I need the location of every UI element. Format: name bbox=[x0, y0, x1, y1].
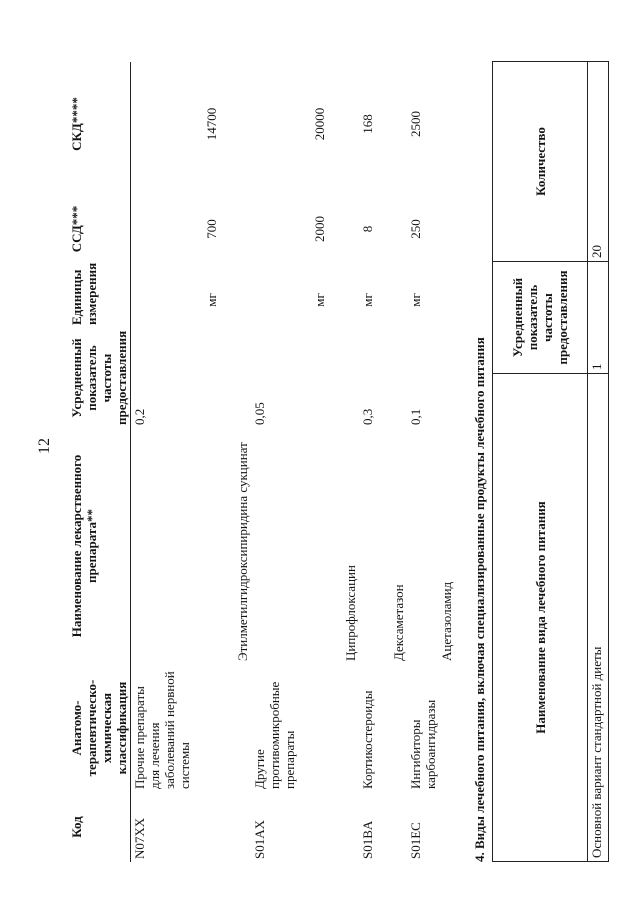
cell-freq: 0,1 bbox=[408, 408, 423, 425]
cell-drug: Ципрофлоксацин bbox=[343, 565, 358, 661]
cell-diet-freq: 1 bbox=[588, 262, 609, 374]
cell-atc: Другие противомикробные препараты bbox=[252, 681, 297, 789]
cell-code: S01AX bbox=[252, 819, 267, 859]
cell-freq: 0,3 bbox=[360, 408, 375, 425]
page-number: 12 bbox=[36, 438, 53, 454]
diet-table-header-row bbox=[493, 62, 588, 862]
header-atc: Анатомо-терапевтическо-химическая классификация bbox=[68, 664, 131, 792]
drug-table-header-row bbox=[68, 62, 131, 862]
header-unit: Единицы измерения bbox=[68, 272, 131, 328]
cell-atc: Ингибиторы карбоангидразы bbox=[408, 699, 438, 789]
cell-ssd: 700 bbox=[204, 219, 219, 239]
header-skd: СКД**** bbox=[68, 62, 131, 186]
cell-unit: мг bbox=[312, 293, 327, 307]
table-row bbox=[359, 62, 407, 862]
cell-unit: мг bbox=[408, 293, 423, 307]
cell-ssd: 2000 bbox=[312, 216, 327, 242]
table-row bbox=[407, 62, 455, 862]
table-row bbox=[311, 62, 359, 862]
cell-atc: Прочие препараты для лечения заболеваний нервной системы bbox=[132, 671, 192, 789]
header-code: Код bbox=[68, 792, 131, 862]
cell-atc bbox=[311, 664, 359, 792]
table-row bbox=[131, 62, 204, 862]
cell-diet-qty: 20 bbox=[588, 62, 609, 262]
drug-table bbox=[68, 62, 455, 862]
cell-freq: 0,05 bbox=[252, 402, 267, 425]
cell-skd bbox=[251, 62, 311, 186]
table-row bbox=[251, 62, 311, 862]
cell-drug: Ацетазоламид bbox=[439, 581, 454, 661]
section-title: 4. Виды лечебного питания, включая специализированные продукты лечебного питания bbox=[472, 337, 487, 862]
cell-ssd: 8 bbox=[360, 225, 375, 233]
header-diet-freq: Усредненный показатель частоты предоставления bbox=[493, 262, 588, 374]
header-freq: Усредненный показатель частоты предоставления bbox=[68, 328, 131, 428]
cell-drug: Этилметилгидроксипиридина сукцинат bbox=[235, 442, 250, 661]
cell-freq bbox=[203, 328, 251, 428]
cell-diet-name: Основной вариант стандартной диеты bbox=[588, 374, 609, 862]
header-drug: Наименование лекарственного препарата** bbox=[68, 428, 131, 664]
cell-skd: 168 bbox=[360, 114, 375, 134]
cell-atc bbox=[203, 664, 251, 792]
cell-unit: мг bbox=[360, 293, 375, 307]
cell-code: N07XX bbox=[132, 817, 147, 859]
diet-table bbox=[492, 61, 609, 862]
cell-skd: 2500 bbox=[408, 111, 423, 137]
cell-unit bbox=[251, 272, 311, 328]
table-row bbox=[588, 62, 609, 862]
cell-skd: 20000 bbox=[312, 107, 327, 141]
cell-ssd bbox=[251, 186, 311, 272]
cell-skd: 14700 bbox=[204, 107, 219, 141]
header-ssd: ССД*** bbox=[68, 186, 131, 272]
cell-drug bbox=[131, 428, 204, 664]
cell-code: S01EC bbox=[408, 822, 423, 859]
cell-freq: 0,2 bbox=[132, 408, 147, 425]
cell-ssd: 250 bbox=[408, 219, 423, 239]
rotated-page-content bbox=[68, 62, 608, 862]
cell-unit bbox=[131, 272, 204, 328]
cell-drug: Дексаметазон bbox=[391, 584, 406, 661]
cell-skd bbox=[131, 62, 204, 186]
cell-freq bbox=[311, 328, 359, 428]
header-diet-name: Наименование вида лечебного питания bbox=[493, 374, 588, 862]
cell-code bbox=[203, 792, 251, 862]
cell-ssd bbox=[131, 186, 204, 272]
cell-atc: Кортикостероиды bbox=[360, 690, 375, 789]
header-diet-qty: Количество bbox=[493, 62, 588, 262]
cell-code: S01BA bbox=[360, 820, 375, 859]
cell-drug bbox=[251, 428, 311, 664]
table-row bbox=[203, 62, 251, 862]
cell-code bbox=[311, 792, 359, 862]
cell-unit: мг bbox=[204, 293, 219, 307]
